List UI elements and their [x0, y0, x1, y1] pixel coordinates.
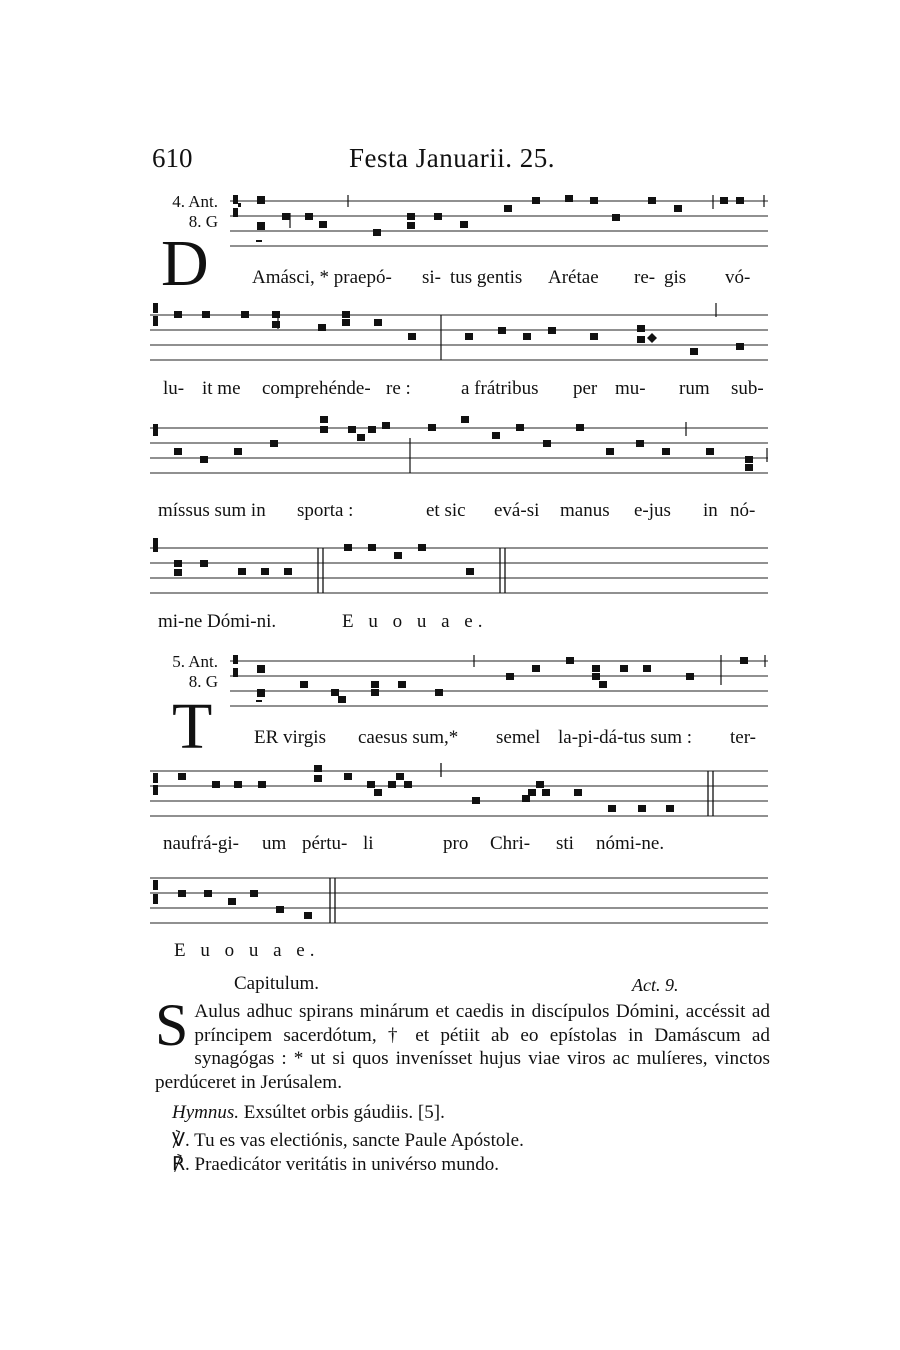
lyric-syllable: ter-	[730, 727, 756, 748]
antiphon-initial: T	[172, 690, 213, 763]
capitulum-text: Aulus adhuc spirans minárum et caedis in discípulos Dómini, accéssit ad príncipem sacerdótum, † et pétiit ab eo epístolas in Damáscum ad synagógas : * ut si quos invenísset hujus viae viros ac mulíeres, vinctos perdúceret in Jerúsalem.	[155, 1001, 770, 1093]
response-line	[172, 1153, 499, 1176]
antiphon-number-label: 4. Ant.	[172, 192, 218, 211]
chant-staff	[150, 538, 768, 600]
lyric-syllable: et sic	[426, 500, 466, 521]
capitulum-text-block	[155, 992, 770, 1094]
lyric-syllable: sub-	[731, 378, 764, 399]
lyric-syllable: a frátribus	[461, 378, 539, 399]
lyric-syllable: sporta :	[297, 500, 354, 521]
antiphon-number-label: 5. Ant.	[172, 652, 218, 671]
lyric-syllable: Chri-	[490, 833, 531, 854]
lyric-syllable: tus gentis	[450, 267, 523, 288]
lyric-syllable: Arétae	[548, 267, 599, 288]
lyric-syllable: re :	[386, 378, 411, 399]
versicle-symbol: ℣.	[172, 1130, 190, 1151]
lyric-syllable: in	[703, 500, 718, 521]
capitulum-heading: Capitulum.	[234, 973, 319, 994]
lyric-syllable: caesus sum,*	[358, 727, 459, 748]
lyric-syllable: comprehénde-	[262, 378, 371, 399]
lyric-syllable: lu-	[163, 378, 185, 399]
lyric-syllable: pértu-	[302, 833, 348, 854]
lyric-syllable: per	[573, 378, 598, 399]
lyric-syllable: Amásci, * praepó-	[252, 267, 392, 288]
hymnus-text: Exsúltet orbis gáudiis. [5].	[243, 1102, 445, 1123]
running-title: Festa Januarii. 25.	[349, 143, 555, 173]
lyric-syllable: naufrá-gi-	[163, 833, 239, 854]
chant-staff	[150, 872, 768, 934]
capitulum-drop-initial: S	[155, 992, 189, 1058]
lyric-syllable: re-	[634, 267, 656, 288]
lyric-syllable: Dómi-ni.	[207, 611, 277, 632]
lyric-syllable: semel	[496, 727, 541, 748]
lyric-syllable: rum	[679, 378, 710, 399]
euouae: E u o u a e.	[174, 940, 320, 961]
lyric-syllable: e-jus	[634, 500, 671, 521]
response-text: Praedicátor veritátis in univérso mundo.	[194, 1154, 499, 1175]
antiphon-initial: D	[161, 227, 209, 300]
lyric-syllable: li	[363, 833, 374, 854]
lyric-syllable: sti	[556, 833, 574, 854]
chant-staff	[230, 655, 768, 717]
lyric-syllable: mu-	[615, 378, 646, 399]
versicle-line	[172, 1129, 524, 1152]
hymnus-label: Hymnus.	[172, 1102, 240, 1123]
chant-staff	[230, 195, 768, 257]
capitulum-reference: Act. 9.	[632, 975, 679, 995]
lyric-syllable: nó-	[730, 500, 756, 521]
lyric-syllable: pro	[443, 833, 469, 854]
chant-staff	[150, 303, 768, 365]
lyric-syllable: si-	[422, 267, 441, 288]
response-symbol: ℟.	[172, 1154, 190, 1175]
lyric-syllable: vó-	[725, 267, 751, 288]
hymnus-line	[172, 1102, 445, 1124]
lyric-syllable: it me	[202, 378, 241, 399]
lyric-syllable: um	[262, 833, 287, 854]
chant-staff	[150, 416, 768, 478]
chant-staff	[150, 763, 768, 825]
lyric-syllable: evá-si	[494, 500, 540, 521]
lyric-syllable: gis	[664, 267, 687, 288]
lyric-syllable: la-pi-dá-tus sum :	[558, 727, 693, 748]
lyric-syllable: nómi-ne.	[596, 833, 665, 854]
lyric-syllable: míssus sum in	[158, 500, 266, 521]
lyric-syllable: manus	[560, 500, 610, 521]
page-number: 610	[152, 143, 193, 173]
lyric-syllable: mi-ne	[158, 611, 203, 632]
antiphon-mode-label: 8. G	[188, 672, 218, 691]
lyric-syllable: ER virgis	[254, 727, 326, 748]
antiphon-mode-label: 8. G	[188, 212, 218, 231]
versicle-text: Tu es vas electiónis, sancte Paule Apóstole.	[194, 1130, 524, 1151]
euouae: E u o u a e.	[342, 611, 488, 632]
